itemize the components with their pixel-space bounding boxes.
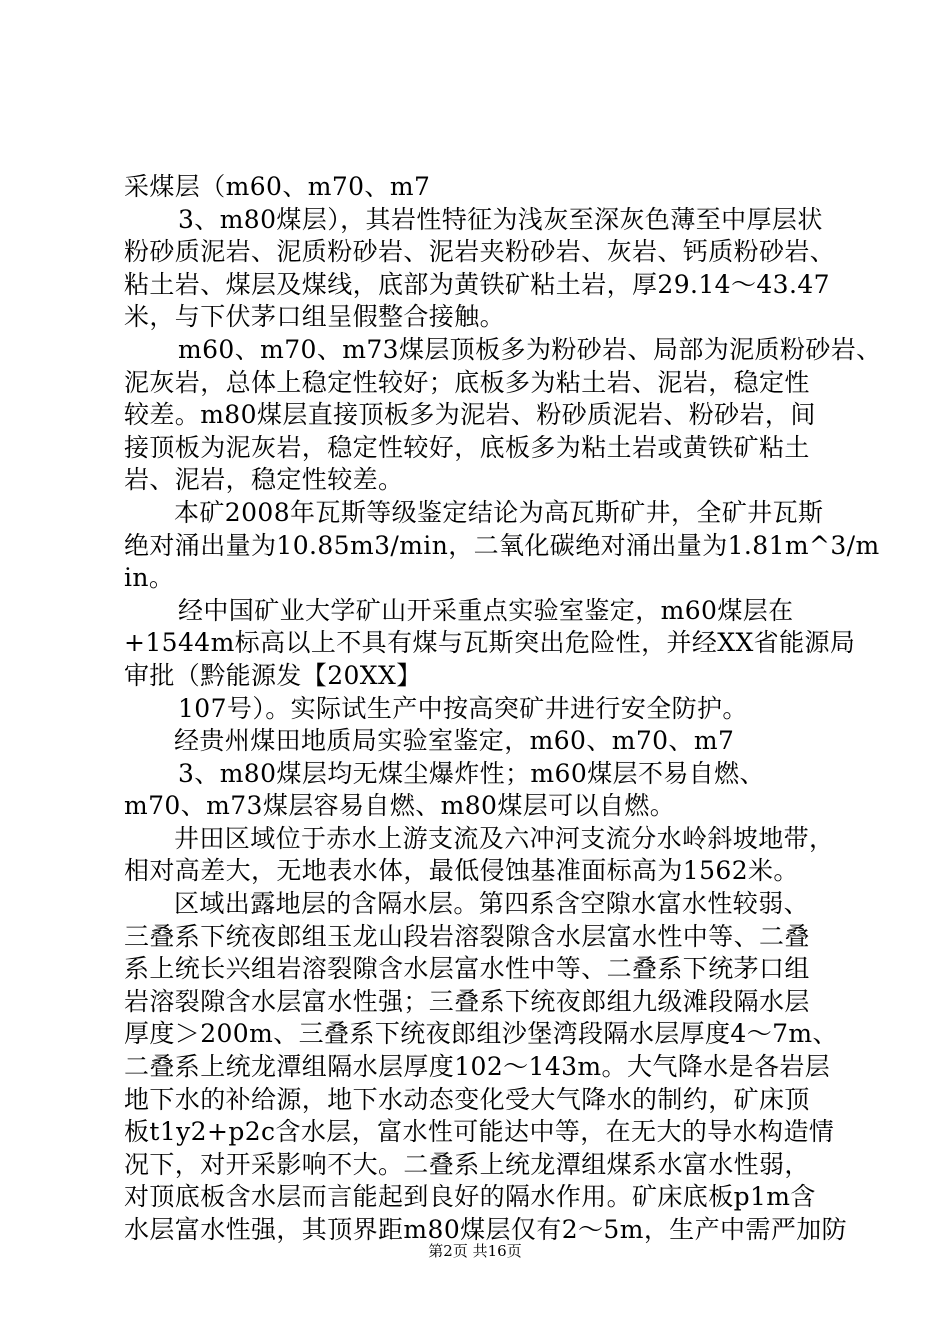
text-line: 岩溶裂隙含水层富水性强；三叠系下统夜郎组九级滩段隔水层 — [124, 986, 810, 1016]
text-line: in。 — [124, 563, 175, 593]
text-line: 审批（黔能源发【20XX】 — [124, 660, 422, 690]
text-line: 3、m80煤层均无煤尘爆炸性；m60煤层不易自燃、 — [178, 758, 765, 788]
text-line: 采煤层（m60、m70、m7 — [124, 172, 431, 201]
text-line: 地下水的补给源，地下水动态变化受大气降水的制约，矿床顶 — [124, 1084, 810, 1114]
text-line: 粘土岩、煤层及煤线，底部为黄铁矿粘土岩，厚29.14～43.47 — [124, 269, 830, 299]
document-body — [124, 171, 882, 1247]
page-footer: 第2页 共16页 — [428, 1242, 522, 1260]
text-line: 三叠系下统夜郎组玉龙山段岩溶裂隙含水层富水性中等、二叠 — [124, 921, 810, 951]
text-line: 绝对涌出量为10.85m3/min，二氧化碳绝对涌出量为1.81m^3/m — [124, 530, 880, 560]
text-line: 对顶底板含水层而言能起到良好的隔水作用。矿床底板p1m含 — [124, 1182, 816, 1212]
text-line: 区域出露地层的含隔水层。第四系含空隙水富水性较弱、 — [174, 889, 810, 919]
text-line: 二叠系上统龙潭组隔水层厚度102～143m。大气降水是各岩层 — [124, 1052, 831, 1082]
text-line: 井田区域位于赤水上游支流及六冲河支流分水岭斜坡地带， — [174, 823, 835, 853]
text-line: +1544m标高以上不具有煤与瓦斯突出危险性，并经XX省能源局 — [124, 628, 856, 658]
text-line: 系上统长兴组岩溶裂隙含水层富水性中等、二叠系下统茅口组 — [124, 954, 810, 984]
text-line: 厚度＞200m、三叠系下统夜郎组沙堡湾段隔水层厚度4～7m、 — [124, 1019, 838, 1049]
text-line: 经贵州煤田地质局实验室鉴定，m60、m70、m7 — [174, 726, 735, 756]
text-line: 板t1y2+p2c含水层，富水性可能达中等，在无大的导水构造情 — [124, 1117, 835, 1147]
text-line: 107号）。实际试生产中按高突矿井进行安全防护。 — [178, 693, 748, 723]
text-line: 相对高差大，无地表水体，最低侵蚀基准面标高为1562米。 — [124, 856, 799, 886]
text-line: 米，与下伏茅口组呈假整合接触。 — [124, 302, 506, 332]
text-line: 接顶板为泥灰岩，稳定性较好，底板多为粘土岩或黄铁矿粘土 — [124, 432, 810, 462]
text-line: 本矿2008年瓦斯等级鉴定结论为高瓦斯矿井，全矿井瓦斯 — [174, 497, 824, 527]
text-line: m60、m70、m73煤层顶板多为粉砂岩、局部为泥质粉砂岩、 — [178, 334, 882, 364]
text-line: 水层富水性强，其顶界距m80煤层仅有2～5m，生产中需严加防 — [124, 1215, 848, 1244]
text-line: 3、m80煤层），其岩性特征为浅灰至深灰色薄至中厚层状 — [178, 204, 823, 234]
text-line: m70、m73煤层容易自燃、m80煤层可以自燃。 — [124, 791, 676, 821]
text-line: 况下，对开采影响不大。二叠系上统龙潭组煤系水富水性弱， — [124, 1149, 810, 1179]
text-line: 粉砂质泥岩、泥质粉砂岩、泥岩夹粉砂岩、灰岩、钙质粉砂岩、 — [124, 237, 836, 267]
text-line: 岩、泥岩，稳定性较差。 — [124, 465, 404, 495]
text-line: 经中国矿业大学矿山开采重点实验室鉴定，m60煤层在 — [178, 595, 794, 625]
text-line: 泥灰岩，总体上稳定性较好；底板多为粘土岩、泥岩，稳定性 — [124, 367, 810, 397]
text-line: 较差。m80煤层直接顶板多为泥岩、粉砂质泥岩、粉砂岩，间 — [124, 400, 816, 430]
